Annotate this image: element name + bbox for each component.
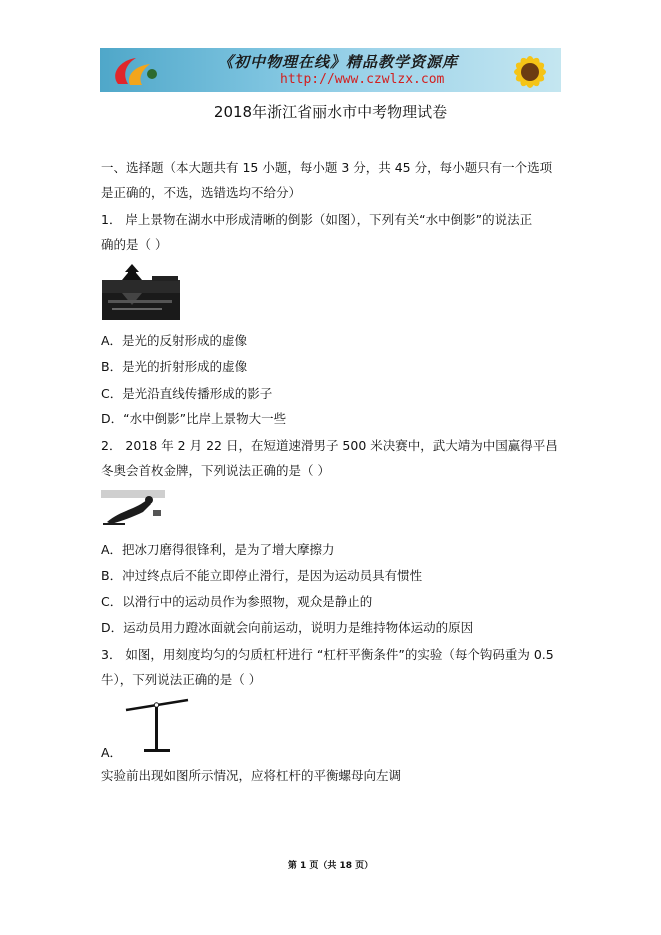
q1-option-a: A．是光的反射形成的虚像 (101, 333, 248, 348)
q1-option-b: B．是光的折射形成的虚像 (101, 359, 248, 374)
document-title: 2018年浙江省丽水市中考物理试卷 (213, 103, 448, 121)
page-number: 第 1 页（共 18 页） (287, 861, 374, 871)
section-heading-line-2: 是正确的，不选，选错选均不给分） (101, 185, 302, 200)
banner-url: http://www.czwlzx.com (280, 72, 445, 87)
q3-option-a-text: 实验前出现如图所示情况，应将杠杆的平衡螺母向左调 (101, 768, 402, 783)
q3-stem-line-2: 牛），下列说法正确的是（ ） (101, 672, 262, 687)
logo-icon (106, 52, 166, 88)
q2-stem-line-1: 2． 2018 年 2 月 22 日，在短道速滑男子 500 米决赛中，武大靖为中国赢得平昌 (101, 438, 558, 453)
header-banner (100, 48, 561, 92)
q1-option-d: D．“水中倒影”比岸上景物大一些 (101, 411, 287, 426)
q1-reflection-photo (102, 262, 180, 320)
q1-stem-line-2: 确的是（ ） (101, 237, 168, 252)
q1-option-c: C．是光沿直线传播形成的影子 (101, 386, 273, 401)
q3-stem-line-1: 3． 如图，用刻度均匀的匀质杠杆进行 “杠杆平衡条件”的实验（每个钩码重为 0.5 (101, 647, 554, 662)
q2-option-d: D．运动员用力蹬冰面就会向前运动，说明力是维持物体运动的原因 (101, 620, 474, 635)
section-heading-line-1: 一、选择题（本大题共有 15 小题，每小题 3 分，共 45 分，每小题只有一个选项 (101, 160, 553, 175)
q2-option-b: B．冲过终点后不能立即停止滑行，是因为运动员具有惯性 (101, 568, 423, 583)
q2-option-c: C．以滑行中的运动员作为参照物，观众是静止的 (101, 594, 373, 609)
q1-stem-line-1: 1． 岸上景物在湖水中形成清晰的倒影（如图），下列有关“水中倒影”的说法正 (101, 212, 533, 227)
sunflower-icon (496, 48, 561, 92)
q2-option-a: A．把冰刀磨得很锋利，是为了增大摩擦力 (101, 542, 335, 557)
q2-stem-line-2: 冬奥会首枚金牌，下列说法正确的是（ ） (101, 463, 330, 478)
q3-option-a-label: A． (101, 745, 123, 760)
q2-speed-skater-photo (101, 490, 165, 528)
banner-title: 《初中物理在线》精品教学资源库 (218, 53, 459, 71)
q3-lever-diagram (122, 696, 192, 754)
